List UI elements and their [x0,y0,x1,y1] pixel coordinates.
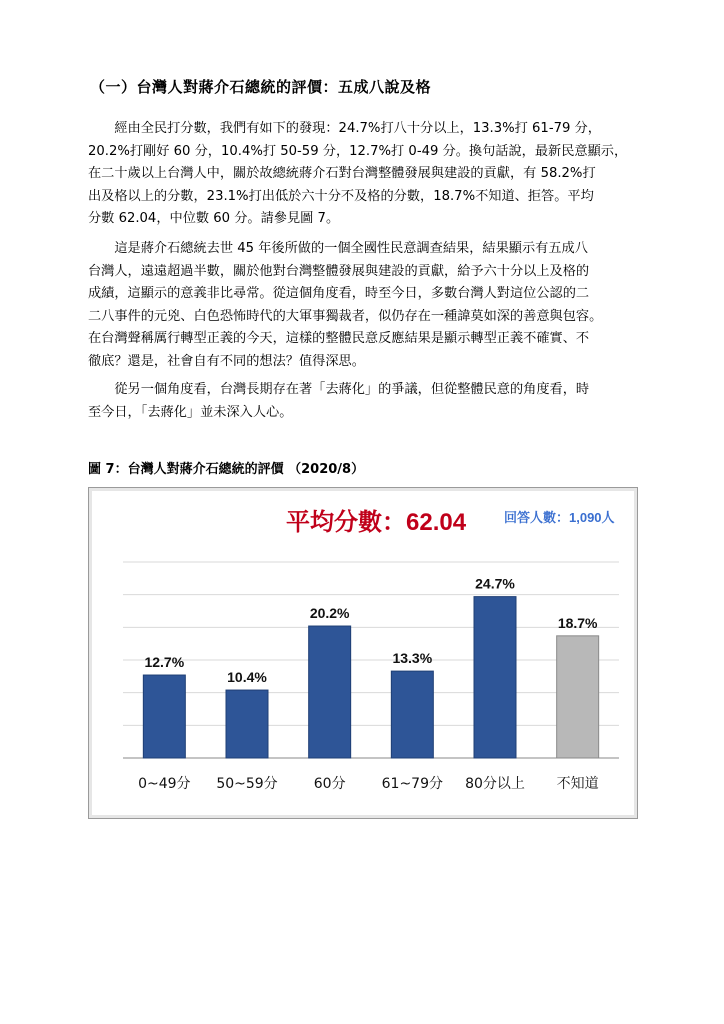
paragraph-2 [88,238,640,374]
bar-value-label: 20.2% [309,605,350,622]
bar [143,675,185,758]
bar-value-label: 24.7% [475,575,515,592]
bar [474,597,516,758]
chart-gridlines [123,562,619,758]
category-label: 60分 [313,776,346,792]
paragraph-line: 分數 62.04，中位數 60 分。請參見圖 7。 [88,211,340,227]
chart-category-labels [138,776,599,792]
paragraph-line: 至今日，「去蔣化」並未深入人心。 [88,404,293,420]
paragraph-line: 這是蔣介石總統去世 45 年後所做的一個全國性民意調查結果，結果顯示有五成八 [88,241,588,256]
category-label: 80分以上 [465,776,525,792]
paragraph-line: 台灣人，遠遠超過半數，關於他對台灣整體發展與建設的貢獻，給予六十分以上及格的 [88,263,590,279]
paragraph-3 [88,379,640,424]
paragraph-line: 在台灣聲稱厲行轉型正義的今天，這樣的整體民意反應結果是顯示轉型正義不確實、不 [88,331,590,347]
paragraph-line: 成績，這顯示的意義非比尋常。從這個角度看，時至今日，多數台灣人對這位公認的二 [88,286,590,302]
bar-value-label: 18.7% [557,614,598,631]
bar-chart-frame [88,487,638,819]
category-label: 61~79分 [381,776,444,792]
paragraph-line: 經由全民打分數，我們有如下的發現：24.7%打八十分以上，13.3%打 61-79 分， [88,121,601,136]
bar [391,671,433,758]
figure-caption: 圖 7：台灣人對蔣介石總統的評價 （2020/8） [88,462,365,477]
section-heading: （一）台灣人對蔣介石總統的評價：五成八說及格 [90,78,432,96]
paragraph-1 [88,118,640,231]
respondents-count: 回答人數：1,090人 [504,510,615,525]
bar-chart [89,488,639,820]
bar [309,626,351,758]
paragraph-line: 從另一個角度看，台灣長期存在著「去蔣化」的爭議，但從整體民意的角度看，時 [88,382,590,397]
chart-value-labels [144,576,598,685]
chart-title: 平均分數：62.04 [286,509,467,536]
paragraph-line: 在二十歲以上台灣人中，關於故總統蔣介石對台灣整體發展與建設的貢獻，有 58.2%打 [88,166,596,182]
paragraph-line: 二八事件的元兇、白色恐怖時代的大軍事獨裁者，似仍存在一種諱莫如深的善意與包容。 [88,308,603,324]
bar-value-label: 10.4% [227,669,267,686]
paragraph-line: 20.2%打剛好 60 分，10.4%打 50-59 分，12.7%打 0-49 分。換句話說，最新民意顯示， [88,143,628,159]
category-label: 50~59分 [216,776,278,792]
bar-value-label: 13.3% [392,650,433,667]
paragraph-line: 出及格以上的分數，23.1%打出低於六十分不及格的分數，18.7%不知道、拒答。平均 [88,188,594,204]
paragraph-line: 徹底？還是，社會自有不同的想法？值得深思。 [88,353,365,369]
bar [557,636,599,758]
chart-bars [143,597,598,758]
bar [226,690,268,758]
category-label: 不知道 [556,776,599,792]
category-label: 0~49分 [138,776,191,792]
bar-value-label: 12.7% [144,654,185,671]
